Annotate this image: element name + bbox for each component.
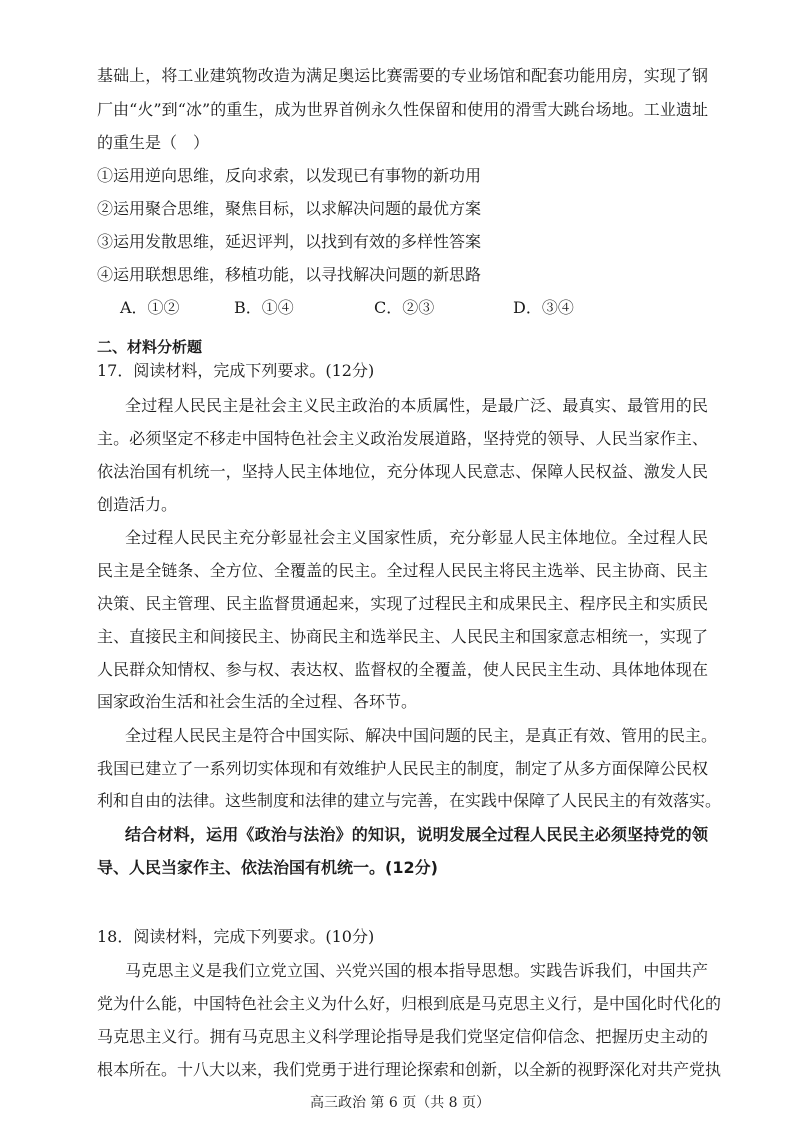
q16-statement-3: ③运用发散思维，延迟评判，以找到有效的多样性答案 bbox=[97, 232, 482, 251]
q17-para2-line-5: 人民群众知情权、参与权、表达权、监督权的全覆盖，使人民民主生动、具体地体现在 bbox=[97, 660, 708, 679]
page-footer: 高三政治 第 6 页（共 8 页） bbox=[309, 1095, 491, 1111]
section-title: 二、材料分析题 bbox=[97, 338, 203, 356]
q17-task-line-2: 导、人民当家作主、依法治国有机统一。(12分) bbox=[97, 858, 438, 877]
q18-para1-line-2: 党为什么能，中国特色社会主义为什么好，归根到底是马克思主义行，是中国化时代化的 bbox=[97, 994, 722, 1013]
q16-statement-4: ④运用联想思维，移植功能，以寻找解决问题的新思路 bbox=[97, 265, 482, 284]
q17-para2-line-3: 决策、民主管理、民主监督贯通起来，实现了过程民主和成果民主、程序民主和实质民 bbox=[97, 594, 708, 613]
q16-statement-1: ①运用逆向思维，反向求索，以发现已有事物的新功用 bbox=[97, 166, 482, 185]
q18-para1-line-1: 马克思主义是我们立党立国、兴党兴国的根本指导思想。实践告诉我们，中国共产 bbox=[125, 961, 708, 980]
q18-para1-line-4: 根本所在。十八大以来，我们党勇于进行理论探索和创新，以全新的视野深化对共产党执 bbox=[97, 1060, 722, 1079]
q17-task-line-1: 结合材料，运用《政治与法治》的知识，说明发展全过程人民民主必须坚持党的领 bbox=[125, 825, 708, 844]
q16-statement-2: ②运用聚合思维，聚焦目标，以求解决问题的最优方案 bbox=[97, 199, 482, 218]
q18-para1-line-3: 马克思主义行。拥有马克思主义科学理论指导是我们党坚定信仰信念、把握历史主动的 bbox=[97, 1027, 708, 1046]
q17-para3-line-2: 我国已建立了一系列切实体现和有效维护人民民主的制度，制定了从多方面保障公民权 bbox=[97, 759, 708, 778]
q16-options bbox=[0, 298, 800, 318]
q17-para2-line-1: 全过程人民民主充分彰显社会主义国家性质，充分彰显人民主体地位。全过程人民 bbox=[125, 528, 708, 547]
option-a[interactable]: A．①② bbox=[120, 298, 180, 317]
option-d[interactable]: D．③④ bbox=[513, 298, 574, 317]
q17-para3-line-1: 全过程人民民主是符合中国实际、解决中国问题的民主，是真正有效、管用的民主。 bbox=[125, 726, 718, 745]
option-b[interactable]: B．①④ bbox=[234, 298, 294, 317]
q17-para2-line-4: 主、直接民主和间接民主、协商民主和选举民主、人民民主和国家意志相统一，实现了 bbox=[97, 627, 708, 646]
q17-heading: 17．阅读材料，完成下列要求。(12分) bbox=[97, 361, 375, 380]
q17-para1-line-1: 全过程人民民主是社会主义民主政治的本质属性，是最广泛、最真实、最管用的民 bbox=[125, 396, 708, 415]
q17-para2-line-2: 民主是全链条、全方位、全覆盖的民主。全过程人民民主将民主选举、民主协商、民主 bbox=[97, 561, 708, 580]
q17-para1-line-4: 创造活力。 bbox=[97, 495, 178, 514]
q17-para3-line-3: 利和自由的法律。这些制度和法律的建立与完善，在实践中保障了人民民主的有效落实。 bbox=[97, 791, 722, 810]
q16-stem-line-1: 基础上，将工业建筑物改造为满足奥运比赛需要的专业场馆和配套功能用房，实现了钢 bbox=[97, 66, 708, 85]
q17-para1-line-2: 主。必须坚定不移走中国特色社会主义政治发展道路，坚持党的领导、人民当家作主、 bbox=[97, 429, 708, 448]
q16-stem-line-3: 的重生是（ ） bbox=[97, 133, 210, 152]
q17-para2-line-6: 国家政治生活和社会生活的全过程、各环节。 bbox=[97, 692, 418, 711]
q16-stem-line-2: 厂由“火”到“冰”的重生，成为世界首例永久性保留和使用的滑雪大跳台场地。工业遗址 bbox=[97, 100, 708, 119]
option-c[interactable]: C．②③ bbox=[374, 298, 435, 317]
q17-para1-line-3: 依法治国有机统一，坚持人民主体地位，充分体现人民意志、保障人民权益、激发人民 bbox=[97, 462, 708, 481]
q18-heading: 18．阅读材料，完成下列要求。(10分) bbox=[97, 927, 375, 946]
